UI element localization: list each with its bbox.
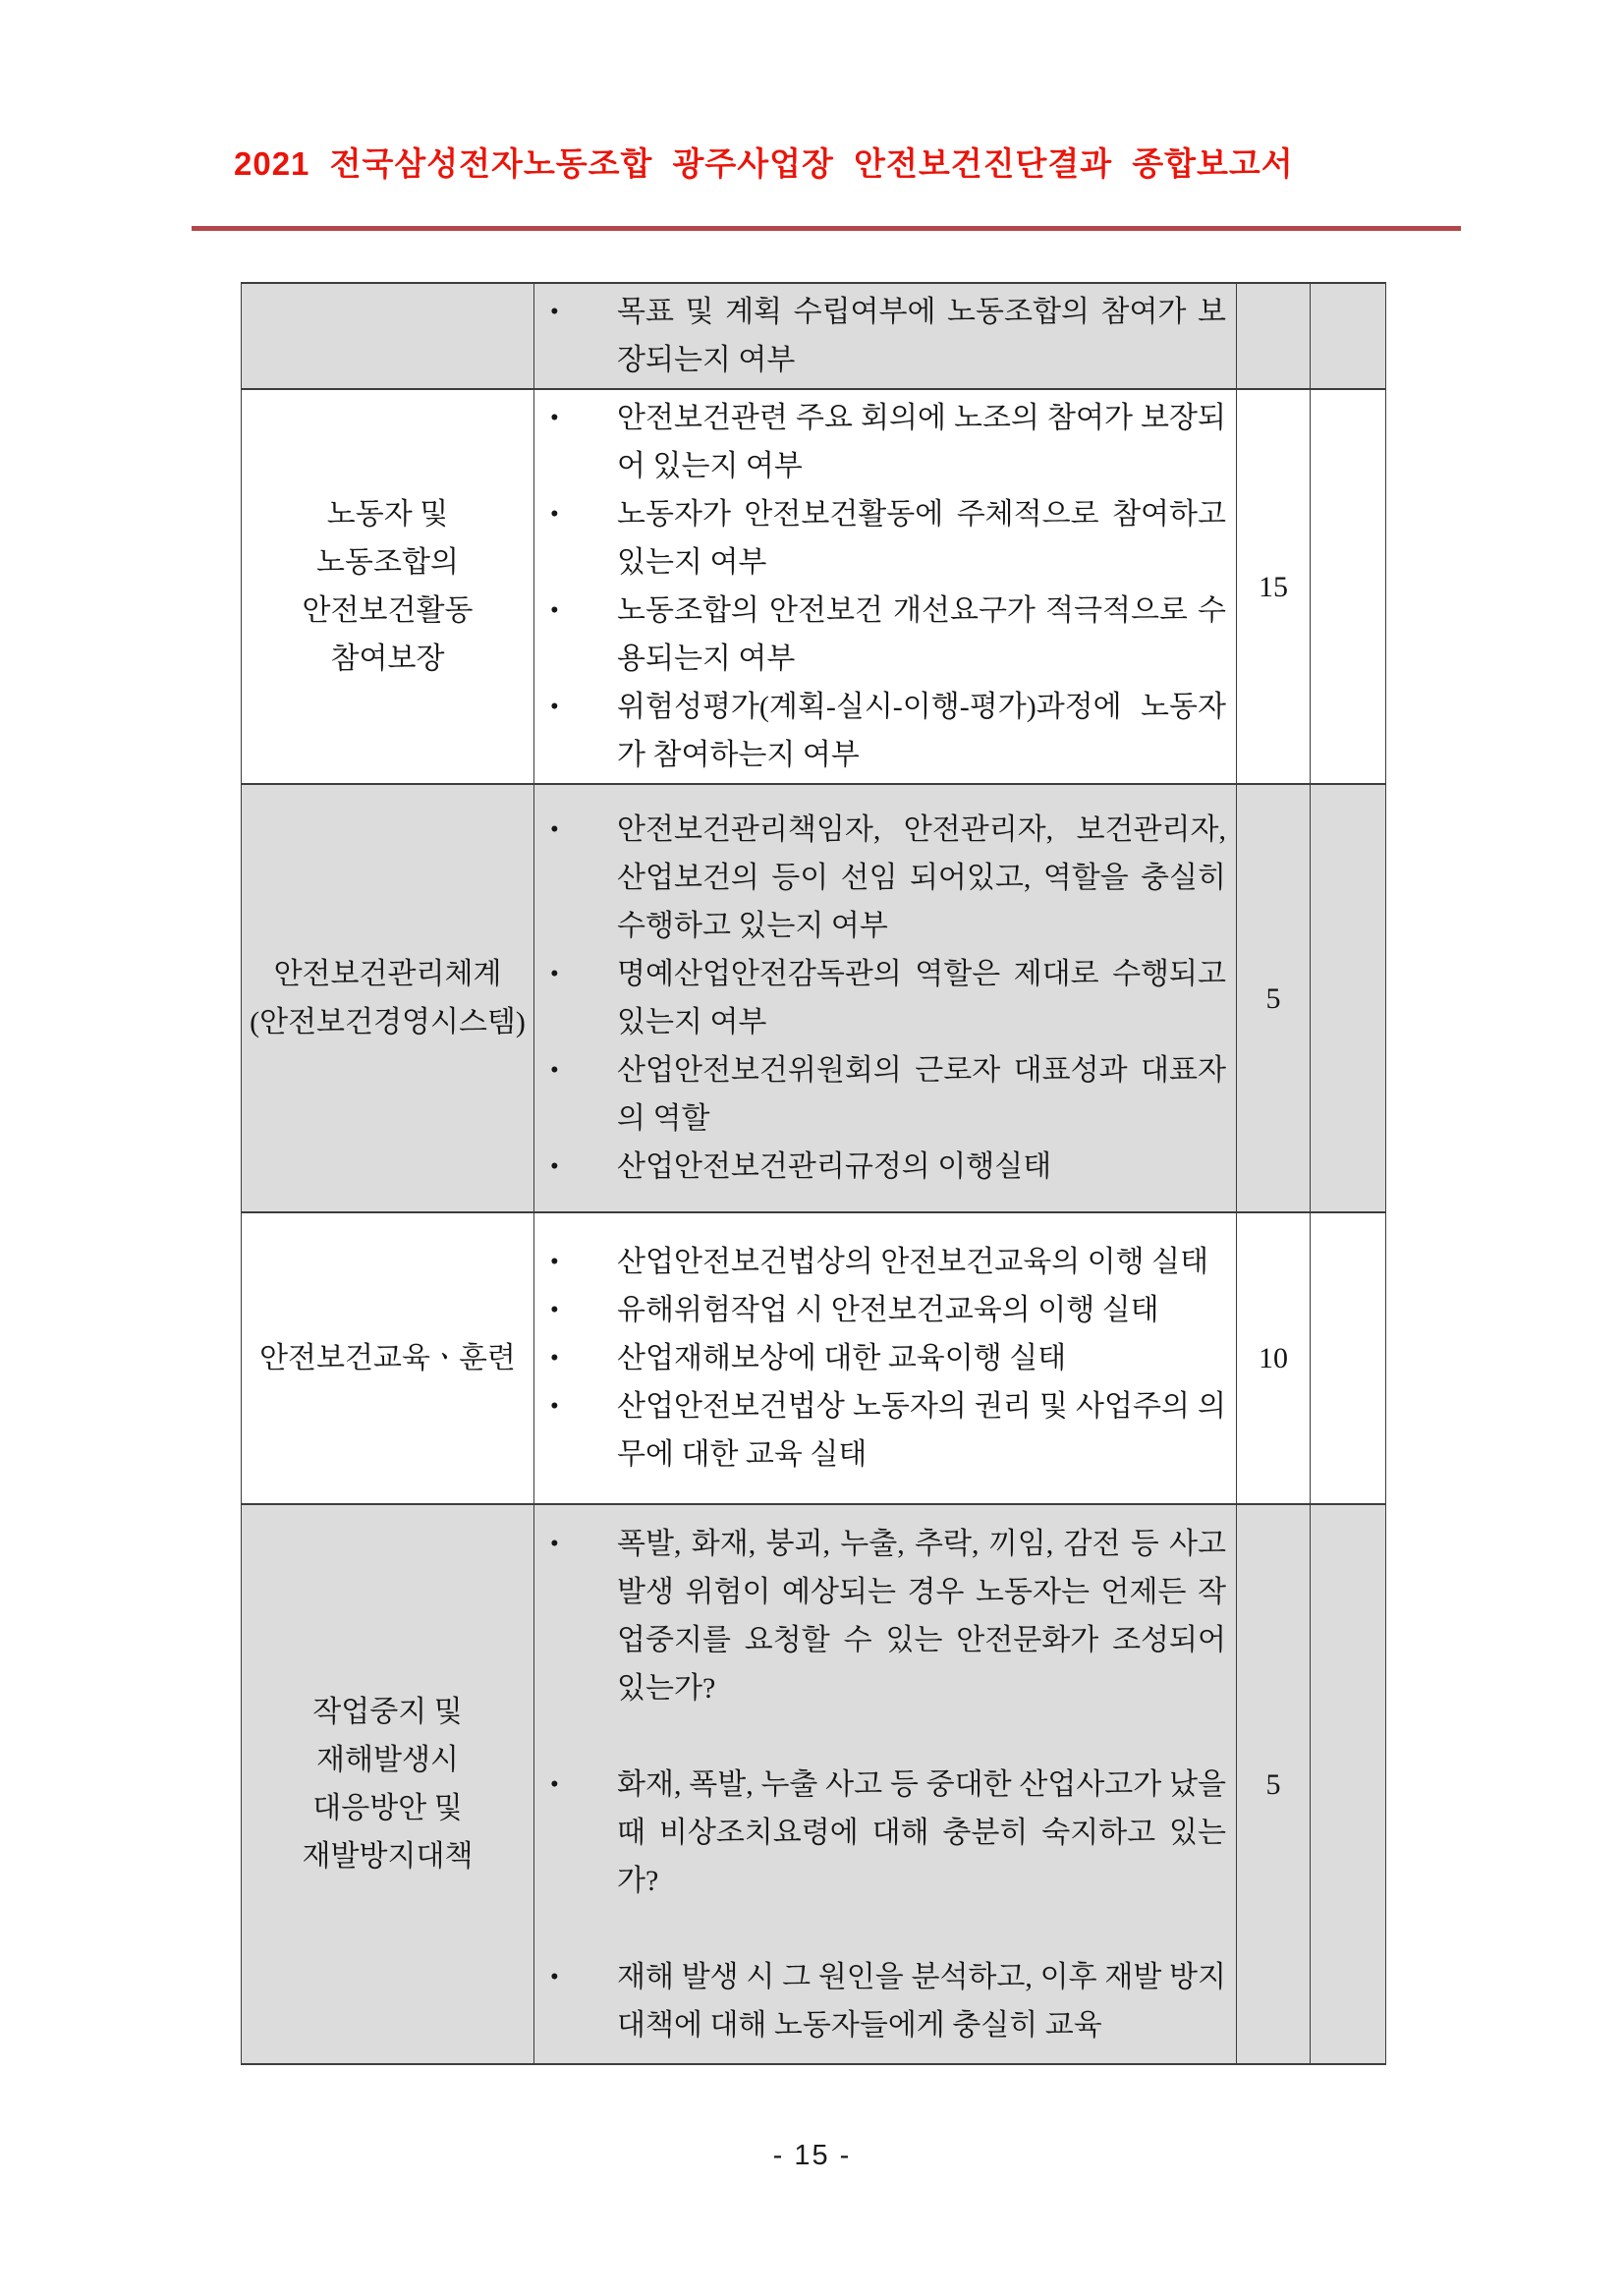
list-item [546,587,1226,683]
list-item [546,1953,1226,2049]
criterion-text: 목표 및 계획 수립여부에 노동조합의 참여가 보장되는지 여부 [617,296,1226,376]
empty-cell [1311,1212,1386,1504]
table-row [242,1212,1386,1504]
category-line: 안전보건활동 [302,594,474,627]
bullet-icon: • [550,299,559,325]
bullet-icon: • [550,1770,559,1798]
bullet-icon: • [550,597,559,624]
header-rule [192,226,1461,231]
criterion-text: 폭발, 화재, 붕괴, 누출, 추락, 끼임, 감전 등 사고발생 위험이 예상되는 경우 노동자는 언제든 작업중지를 요청할 수 있는 안전문화가 조성되어 있는가? [617,1527,1226,1705]
list-item [546,1761,1226,1905]
bullet-icon: • [550,694,559,720]
list-item [546,1382,1226,1479]
criteria-list [546,1520,1226,2049]
criterion-text: 안전보건관련 주요 회의에 노조의 참여가 보장되어 있는지 여부 [617,402,1226,482]
category-line: 대응방안 및 [312,1792,463,1824]
criteria-list [546,1238,1226,1479]
criterion-text: 산업안전보건법상 노동자의 권리 및 사업주의 의무에 대한 교육 실태 [617,1390,1226,1471]
category-line: 참여보장 [330,643,445,675]
score-cell: 5 [1237,1504,1311,2064]
criterion-text: 노동자가 안전보건활동에 주체적으로 참여하고 있는지 여부 [617,498,1226,579]
bullet-icon: • [550,816,559,843]
list-item [546,1286,1226,1334]
table-row [242,283,1386,389]
category-line: 안전보건교육ㆍ훈련 [259,1342,516,1374]
category-line: 노동자 및 [326,498,449,531]
empty-cell [1311,389,1386,784]
score-cell [1237,283,1311,389]
page-title: 2021 전국삼성전자노동조합 광주사업장 안전보건진단결과 종합보고서 [234,145,1294,182]
list-item [546,1143,1226,1191]
criteria-list [546,288,1226,384]
table-row [242,784,1386,1212]
list-item [546,394,1226,490]
list-item [546,806,1226,950]
bullet-icon: • [550,1057,559,1084]
criterion-text: 유해위험작업 시 안전보건교육의 이행 실태 [617,1294,1159,1326]
empty-cell [1311,283,1386,389]
category-line: (안전보건경영시스템) [250,1006,526,1038]
criterion-text: 산업안전보건법상의 안전보건교육의 이행 실태 [617,1246,1209,1278]
list-item [546,490,1226,587]
bullet-icon: • [550,1530,559,1557]
empty-cell [1311,784,1386,1212]
category-cell [242,1504,534,2064]
criteria-cell [534,784,1237,1212]
empty-cell [1311,1504,1386,2064]
criteria-cell [534,389,1237,784]
bullet-icon: • [550,1345,559,1372]
table-row [242,1504,1386,2064]
bullet-icon: • [550,1963,559,1990]
criterion-text: 재해 발생 시 그 원인을 분석하고, 이후 재발 방지 대책에 대해 노동자들에게 충실히 교육 [617,1960,1226,2042]
criteria-cell [534,1212,1237,1504]
criteria-list [546,394,1226,779]
list-item [546,288,1226,384]
criterion-text: 위험성평가(계획-실시-이행-평가)과정에 노동자가 참여하는지 여부 [617,691,1226,771]
bullet-icon: • [550,961,559,987]
score-cell: 5 [1237,784,1311,1212]
list-item [546,1046,1226,1143]
score-cell: 10 [1237,1212,1311,1504]
criteria-list [546,806,1226,1191]
category-line: 노동조합의 [316,546,459,579]
criterion-text: 산업재해보상에 대한 교육이행 실태 [617,1342,1067,1374]
criterion-text: 노동조합의 안전보건 개선요구가 적극적으로 수용되는지 여부 [617,594,1226,675]
criterion-text: 안전보건관리책임자, 안전관리자, 보건관리자, 산업보건의 등이 선임 되어있고, 역할을 충실히 수행하고 있는지 여부 [617,813,1226,942]
table-row [242,389,1386,784]
criterion-text: 산업안전보건위원회의 근로자 대표성과 대표자의 역할 [617,1054,1226,1135]
category-line: 안전보건관리체계 [273,958,502,990]
criterion-text: 화재, 폭발, 누출 사고 등 중대한 산업사고가 났을 때 비상조치요령에 대해 충분히 숙지하고 있는가? [617,1767,1226,1897]
criterion-text: 산업안전보건관리규정의 이행실태 [617,1150,1052,1183]
category-line: 작업중지 및 [312,1696,463,1728]
category-cell [242,283,534,389]
criteria-cell [534,283,1237,389]
category-line: 재발방지대책 [302,1840,474,1873]
bullet-icon: • [550,1393,559,1420]
bullet-icon: • [550,405,559,431]
category-cell [242,389,534,784]
list-item [546,683,1226,779]
criterion-text: 명예산업안전감독관의 역할은 제대로 수행되고 있는지 여부 [617,958,1226,1038]
assessment-table [241,282,1386,2065]
bullet-icon: • [550,1297,559,1323]
category-cell [242,784,534,1212]
score-cell: 15 [1237,389,1311,784]
bullet-icon: • [550,1153,559,1180]
list-item [546,950,1226,1046]
category-cell [242,1212,534,1504]
list-item [546,1238,1226,1286]
bullet-icon: • [550,501,559,528]
criteria-cell [534,1504,1237,2064]
bullet-icon: • [550,1249,559,1275]
page-number: - 15 - [772,2140,852,2171]
list-item [546,1520,1226,1712]
category-line: 재해발생시 [316,1744,459,1776]
list-item [546,1334,1226,1382]
